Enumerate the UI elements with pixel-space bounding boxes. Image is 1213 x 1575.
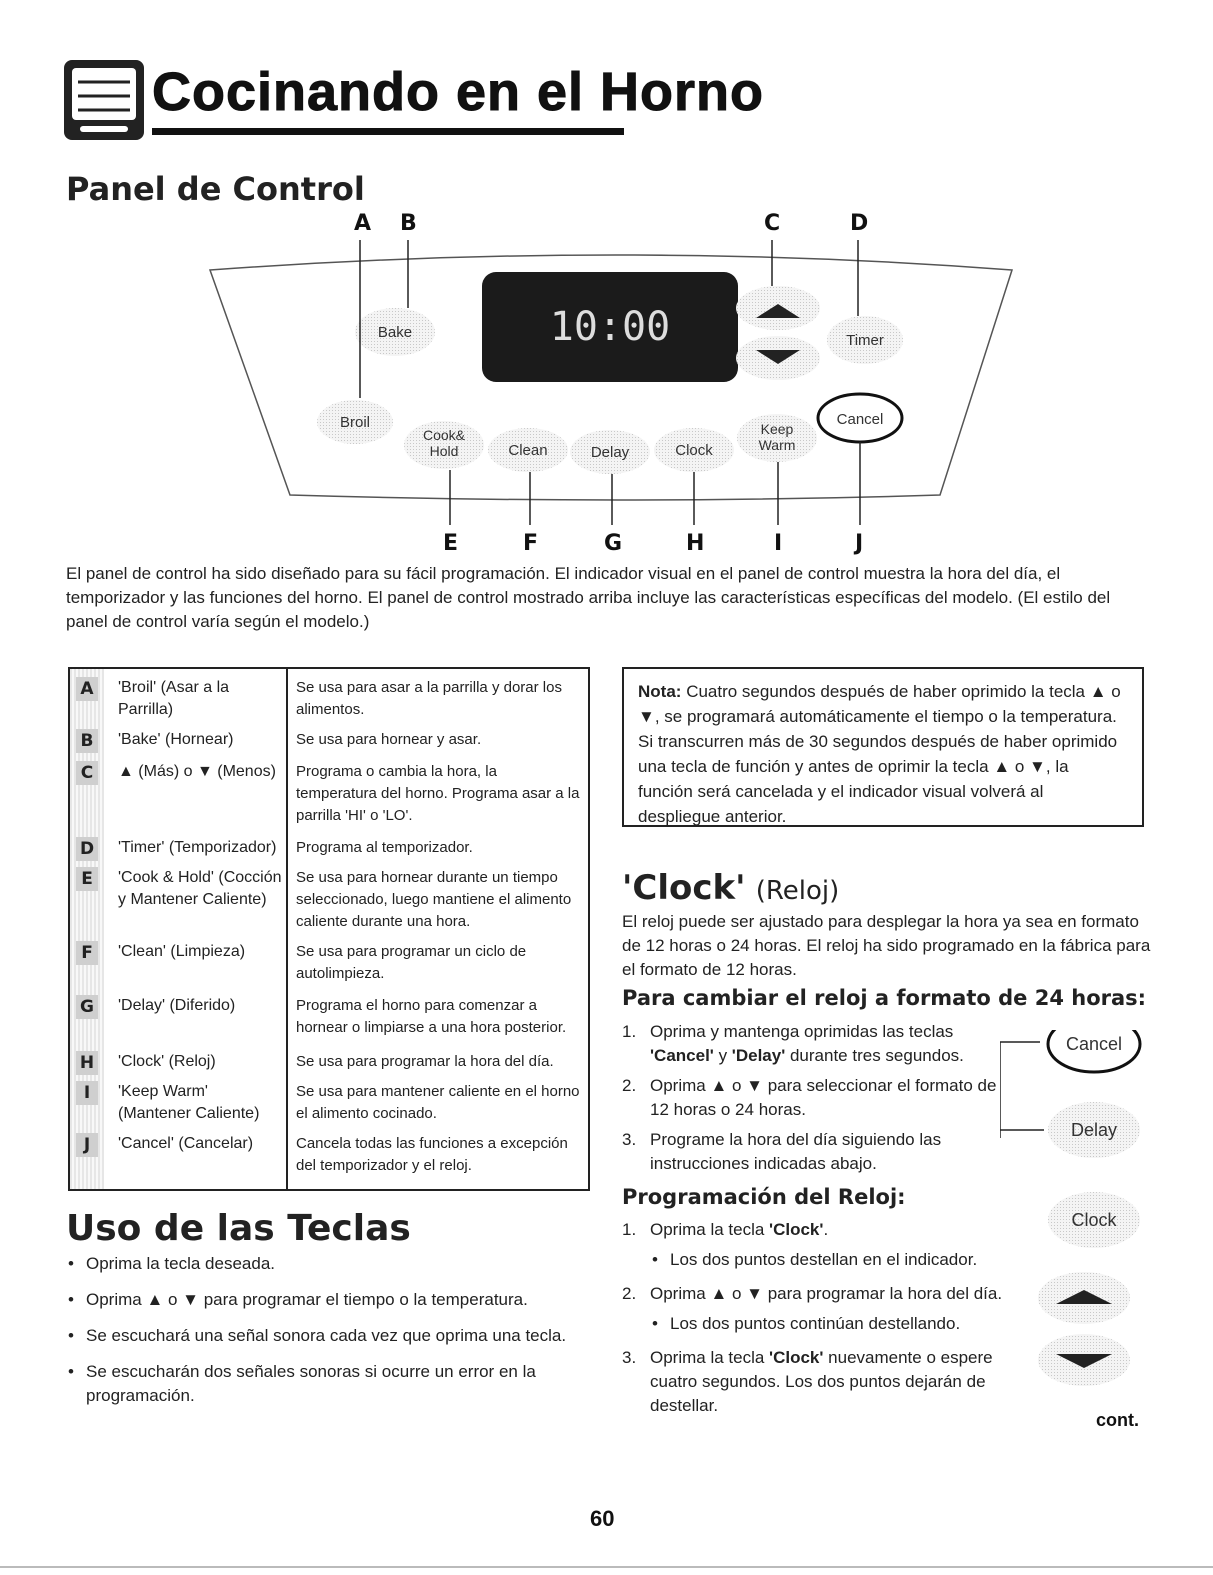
row-key: 'Delay' (Diferido) [118,997,236,1014]
oven-icon [62,58,146,142]
row-desc: Se usa para hornear y asar. [296,731,482,748]
label-e: E [443,531,459,556]
display-time: 10:00 [549,304,671,350]
row-desc: Se usa para programar un ciclo de autolimpieza. [296,943,527,982]
delay-key-label: Delay [590,444,630,461]
list-item [622,1282,1022,1306]
row-letter: B [76,729,98,753]
label-c: C [764,211,781,236]
side-clock-label: Clock [1071,1210,1117,1230]
row-key: 'Timer' (Temporizador) [118,839,277,856]
step-number: 3. [622,1348,637,1367]
step-number: 1. [622,1022,637,1041]
label-h: H [686,531,705,556]
list-item: • Oprima ▲ o ▼ para programar el tiempo o la temperatura. [66,1288,586,1312]
step-number: 1. [622,1220,637,1239]
cancel-key-label: Cancel [836,411,884,428]
step-text: durante tres segundos. [785,1046,964,1065]
clean-key-label: Clean [508,442,548,459]
list-item [622,1020,1002,1068]
label-g: G [604,531,623,556]
step-bold: 'Cancel' [650,1046,714,1065]
row-key: ▲ (Más) o ▼ (Menos) [118,763,276,780]
step-text: Programe la hora del día siguiendo las instrucciones indicadas abajo. [650,1130,942,1173]
row-key: 'Bake' (Hornear) [118,731,234,748]
intro-paragraph: El panel de control ha sido diseñado para su fácil programación. El indicador visual en el panel de control muestra la hora del día, el temporizador y las funciones del horno. El panel de control mostrado arriba incluye las características específicas del modelo. (El estilo del panel de control varía según el modelo.) [66,564,1111,631]
label-a: A [354,211,372,236]
step-text: y [713,1046,732,1065]
step-bold: 'Clock' [769,1348,824,1367]
row-letter: G [76,995,98,1019]
step-text: Oprima ▲ o ▼ para seleccionar el formato de 12 horas o 24 horas. [650,1076,997,1119]
row-letter: F [76,941,98,965]
broil-key-label: Broil [339,414,371,431]
step-number: 2. [622,1284,637,1303]
label-d: D [850,211,869,236]
cook-hold-key-label-1: Cook& [422,427,466,443]
row-desc: Cancela todas las funciones a excepción del temporizador y el reloj. [296,1135,568,1174]
cook-hold-key-label-2: Hold [429,443,459,459]
clock-title-main: 'Clock' [622,868,746,908]
list-item [622,1218,1022,1242]
row-desc: Programa el horno para comenzar a hornear o limpiarse a una hora posterior. [296,997,567,1036]
row-key: 'Cancel' (Cancelar) [118,1135,254,1152]
title-rule [152,128,624,135]
side-keys-illustration [1000,1030,1160,1410]
continued-label: cont. [1096,1410,1139,1430]
row-key: 'Cook & Hold' (Cocción y Mantener Caliente) [118,869,282,908]
row-desc: Se usa para programar la hora del día. [296,1053,554,1070]
clock-program-steps [622,1218,1022,1424]
list-item: • Los dos puntos continúan destellando. [622,1312,1022,1336]
list-item [622,1074,1002,1122]
row-letter: D [76,837,98,861]
step-text: nuevamente o espere cuatro segundos. Los dos puntos dejarán de destellar. [650,1348,993,1415]
page-number: 60 [590,1506,615,1531]
keep-warm-key-label-1: Keep [760,421,794,437]
note-box [622,667,1144,827]
list-item: • Se escuchará una señal sonora cada vez que oprima una tecla. [66,1324,586,1348]
row-desc: Se usa para mantener caliente en el horno el alimento cocinado. [296,1083,580,1122]
page-title: Cocinando en el Horno [152,62,765,122]
step-text: Oprima la tecla [650,1220,770,1239]
row-letter: E [76,867,98,891]
row-letter: J [76,1133,98,1157]
row-letter: A [76,677,98,701]
list-item [622,1128,1002,1176]
clock-intro: El reloj puede ser ajustado para desplegar la hora ya sea en formato de 12 horas o 24 horas. El reloj ha sido programado en la fábrica para el formato de 12 horas. [622,912,1151,979]
row-key: 'Clock' (Reloj) [118,1053,216,1070]
step-bold: 'Clock' [769,1220,824,1239]
side-cancel-label: Cancel [1065,1034,1123,1054]
label-j: J [855,531,864,556]
clock-key-label: Clock [675,442,713,459]
uso-list [66,1252,586,1420]
side-delay-label: Delay [1070,1120,1118,1140]
footer-rule [0,1566,1213,1568]
clock-title-sub: (Reloj) [755,876,840,906]
format-24-heading: Para cambiar el reloj a formato de 24 horas: [622,986,1147,1010]
bake-key-label: Bake [377,324,413,341]
step-text: Oprima y mantenga oprimidas las teclas [650,1022,954,1041]
row-key: 'Clean' (Limpieza) [118,943,246,960]
row-letter: I [76,1081,98,1105]
list-item: • Se escucharán dos señales sonoras si ocurre un error en la programación. [66,1360,586,1408]
list-item: • Los dos puntos destellan en el indicador. [622,1248,1022,1272]
row-key: 'Broil' (Asar a la Parrilla) [118,679,230,718]
row-desc: Se usa para hornear durante un tiempo seleccionado, luego mantiene el alimento caliente durante una hora. [296,869,572,930]
step-number: 3. [622,1130,637,1149]
row-key: 'Keep Warm' (Mantener Caliente) [118,1083,260,1122]
key-table [68,667,590,1191]
step-bold: 'Delay' [731,1046,786,1065]
note-label: Nota: [638,682,682,701]
row-desc: Se usa para asar a la parrilla y dorar los alimentos. [296,679,562,718]
label-b: B [400,211,417,236]
timer-key-label: Timer [846,332,884,349]
uso-title: Uso de las Teclas [66,1208,411,1249]
step-text: . [823,1220,829,1239]
list-item: • Oprima la tecla deseada. [66,1252,586,1276]
row-desc: Programa al temporizador. [296,839,473,856]
section-title: Panel de Control [66,170,365,208]
row-letter: C [76,761,98,785]
format-24-steps [622,1020,1002,1182]
note-text: Cuatro segundos después de haber oprimido la tecla ▲ o ▼, se programará automáticamente el tiempo o la temperatura. Si transcurren más de 30 segundos después de haber oprimido una tecla de función y antes de oprimir la tecla ▲ o ▼, la función será cancelada y el indicador visual volverá al despliegue anterior. [638,682,1121,826]
step-text: Oprima la tecla [650,1348,770,1367]
clock-program-heading: Programación del Reloj: [622,1185,906,1209]
label-f: F [523,531,539,556]
table-divider [286,669,288,1189]
step-text: Oprima ▲ o ▼ para programar la hora del día. [650,1284,1003,1303]
keep-warm-key-label-2: Warm [758,437,796,453]
clock-title [622,868,839,908]
label-i: I [774,531,783,556]
row-desc: Programa o cambia la hora, la temperatura del horno. Programa asar a la parrilla 'HI' o 'LO'. [296,763,580,824]
row-letter: H [76,1051,98,1075]
step-number: 2. [622,1076,637,1095]
list-item [622,1346,1022,1418]
control-panel-diagram [200,200,1050,560]
